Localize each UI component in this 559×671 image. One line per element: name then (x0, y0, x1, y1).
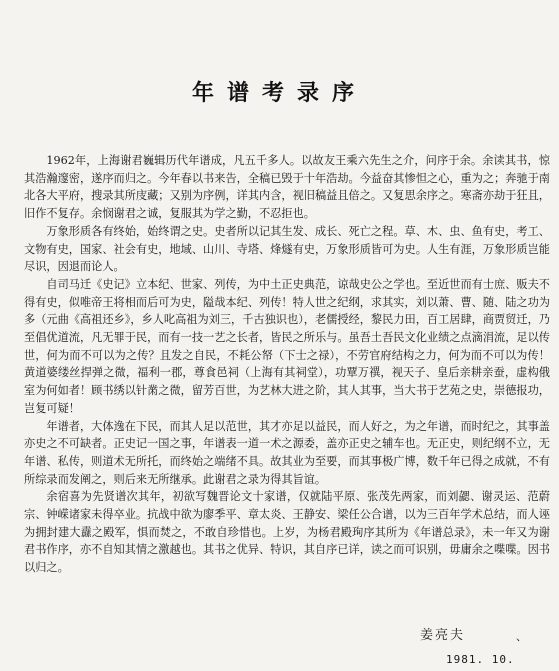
paragraph-5: 余宿喜为先贤谱次其年，初欲写魏晋论文十家谱，仅就陆平原、张茂先两家，而刘勰、谢灵运、范蔚宗、钟嵘诸家未得卒业。抗战中欲为廖季平、章太炎、王静安、梁任公合谱，以为三百年学术总结，而人诬为拥封建大纛之殿军，惧而焚之，不敢自珍惜也。上岁，为杨君殿珣序其所为《年谱总录》，未一年又为谢君书作序，亦不自知其情之激越也。其书之优异、特识，其自序已详，读之而可识别，毋庸余之喋喋。因书以归之。 (24, 490, 550, 575)
paragraph-3: 自司马迁《史记》立本纪、世家、列传，为中土正史典范，谅哉史公之学也。至近世而有士庶、贩夫不得有史，似唯帝王将相而后可为史，隘哉本纪、列传！特人世之纪纲，求其实，刘以萧、曹、随、陆之功为多（元曲《高祖还乡》，乡人叱高祖为刘三，千古独识也），老儒授经，黎民力田，百工居肆，商贾贸迁，乃至倡优道流，凡无罪于民，而有一技一艺之长者，皆民之所乐与。虽吾土吾民文化业绩之点滴涓流，足以传世，何为而不可以为之传？且发之自民，不耗公帑（下士之禄），不劳官府结构之力，何为而不可以为传！黄道婆缕丝捍弹之微，福利一郡，尊食邑祠（上海有其祠堂），功覃万禩，视天子、皇后亲耕亲蚕，虚构俄室为何如者！顾书绣以针黹之微，留芳百世，为艺林大进之阶，其人其事，当大书于艺苑之史，崇德报功，岂复可疑！ (24, 277, 550, 415)
paragraph-4: 年谱者，大体逸在下民，而其人足以范世，其才亦足以益民，而人好之，为之年谱，而时纪之，其事盖亦史之不可缺者。正史记一国之事，年谱表一道一术之源委，盖亦正史之辅车也。无正史，则纪纲不立，无年谱、私传，则道术无所托，而终始之端绪不具。故其业为至要，而其事极广博，数千年已得之成就，不有所综录而发阐之，则后来无所继承。此谢君之录为得其旨谊。 (24, 419, 550, 486)
document-title: 年谱考录序 (191, 81, 367, 106)
author-signature: 姜亮夫 (420, 628, 466, 643)
paragraph-1: 1962年，上海谢君巍辑历代年谱成，凡五千多人。以故友王乘六先生之介，问序于余。余读其书，惊其浩瀚邃密，遂序而归之。今年春以书来告，全稿已毁于十年浩劫。今益奋其惨怛之心，重为之；奔驰于南北各大平府，搜录其所庋藏；又别为序例，详其内含，视旧稿益且倍之。又复思余序之。寒斋亦劫于狂且，旧作不复存。余悯谢君之诚，复服其为学之勤，不忍拒也。 (24, 154, 550, 221)
tick-mark: 、 (516, 630, 527, 643)
document-body (24, 152, 550, 577)
paragraph-2: 万象形质各有终始，始终谓之史。史者所以记其生发、成长、死亡之程。草、木、虫、鱼有史，考工、文物有史，国家、社会有史，地域、山川、寺塔、烽燧有史，万象形质皆可为史。人生有涯，万象形质岂能尽识，因退而论人。 (24, 224, 550, 274)
document-date: 1981. 10. (446, 653, 515, 666)
